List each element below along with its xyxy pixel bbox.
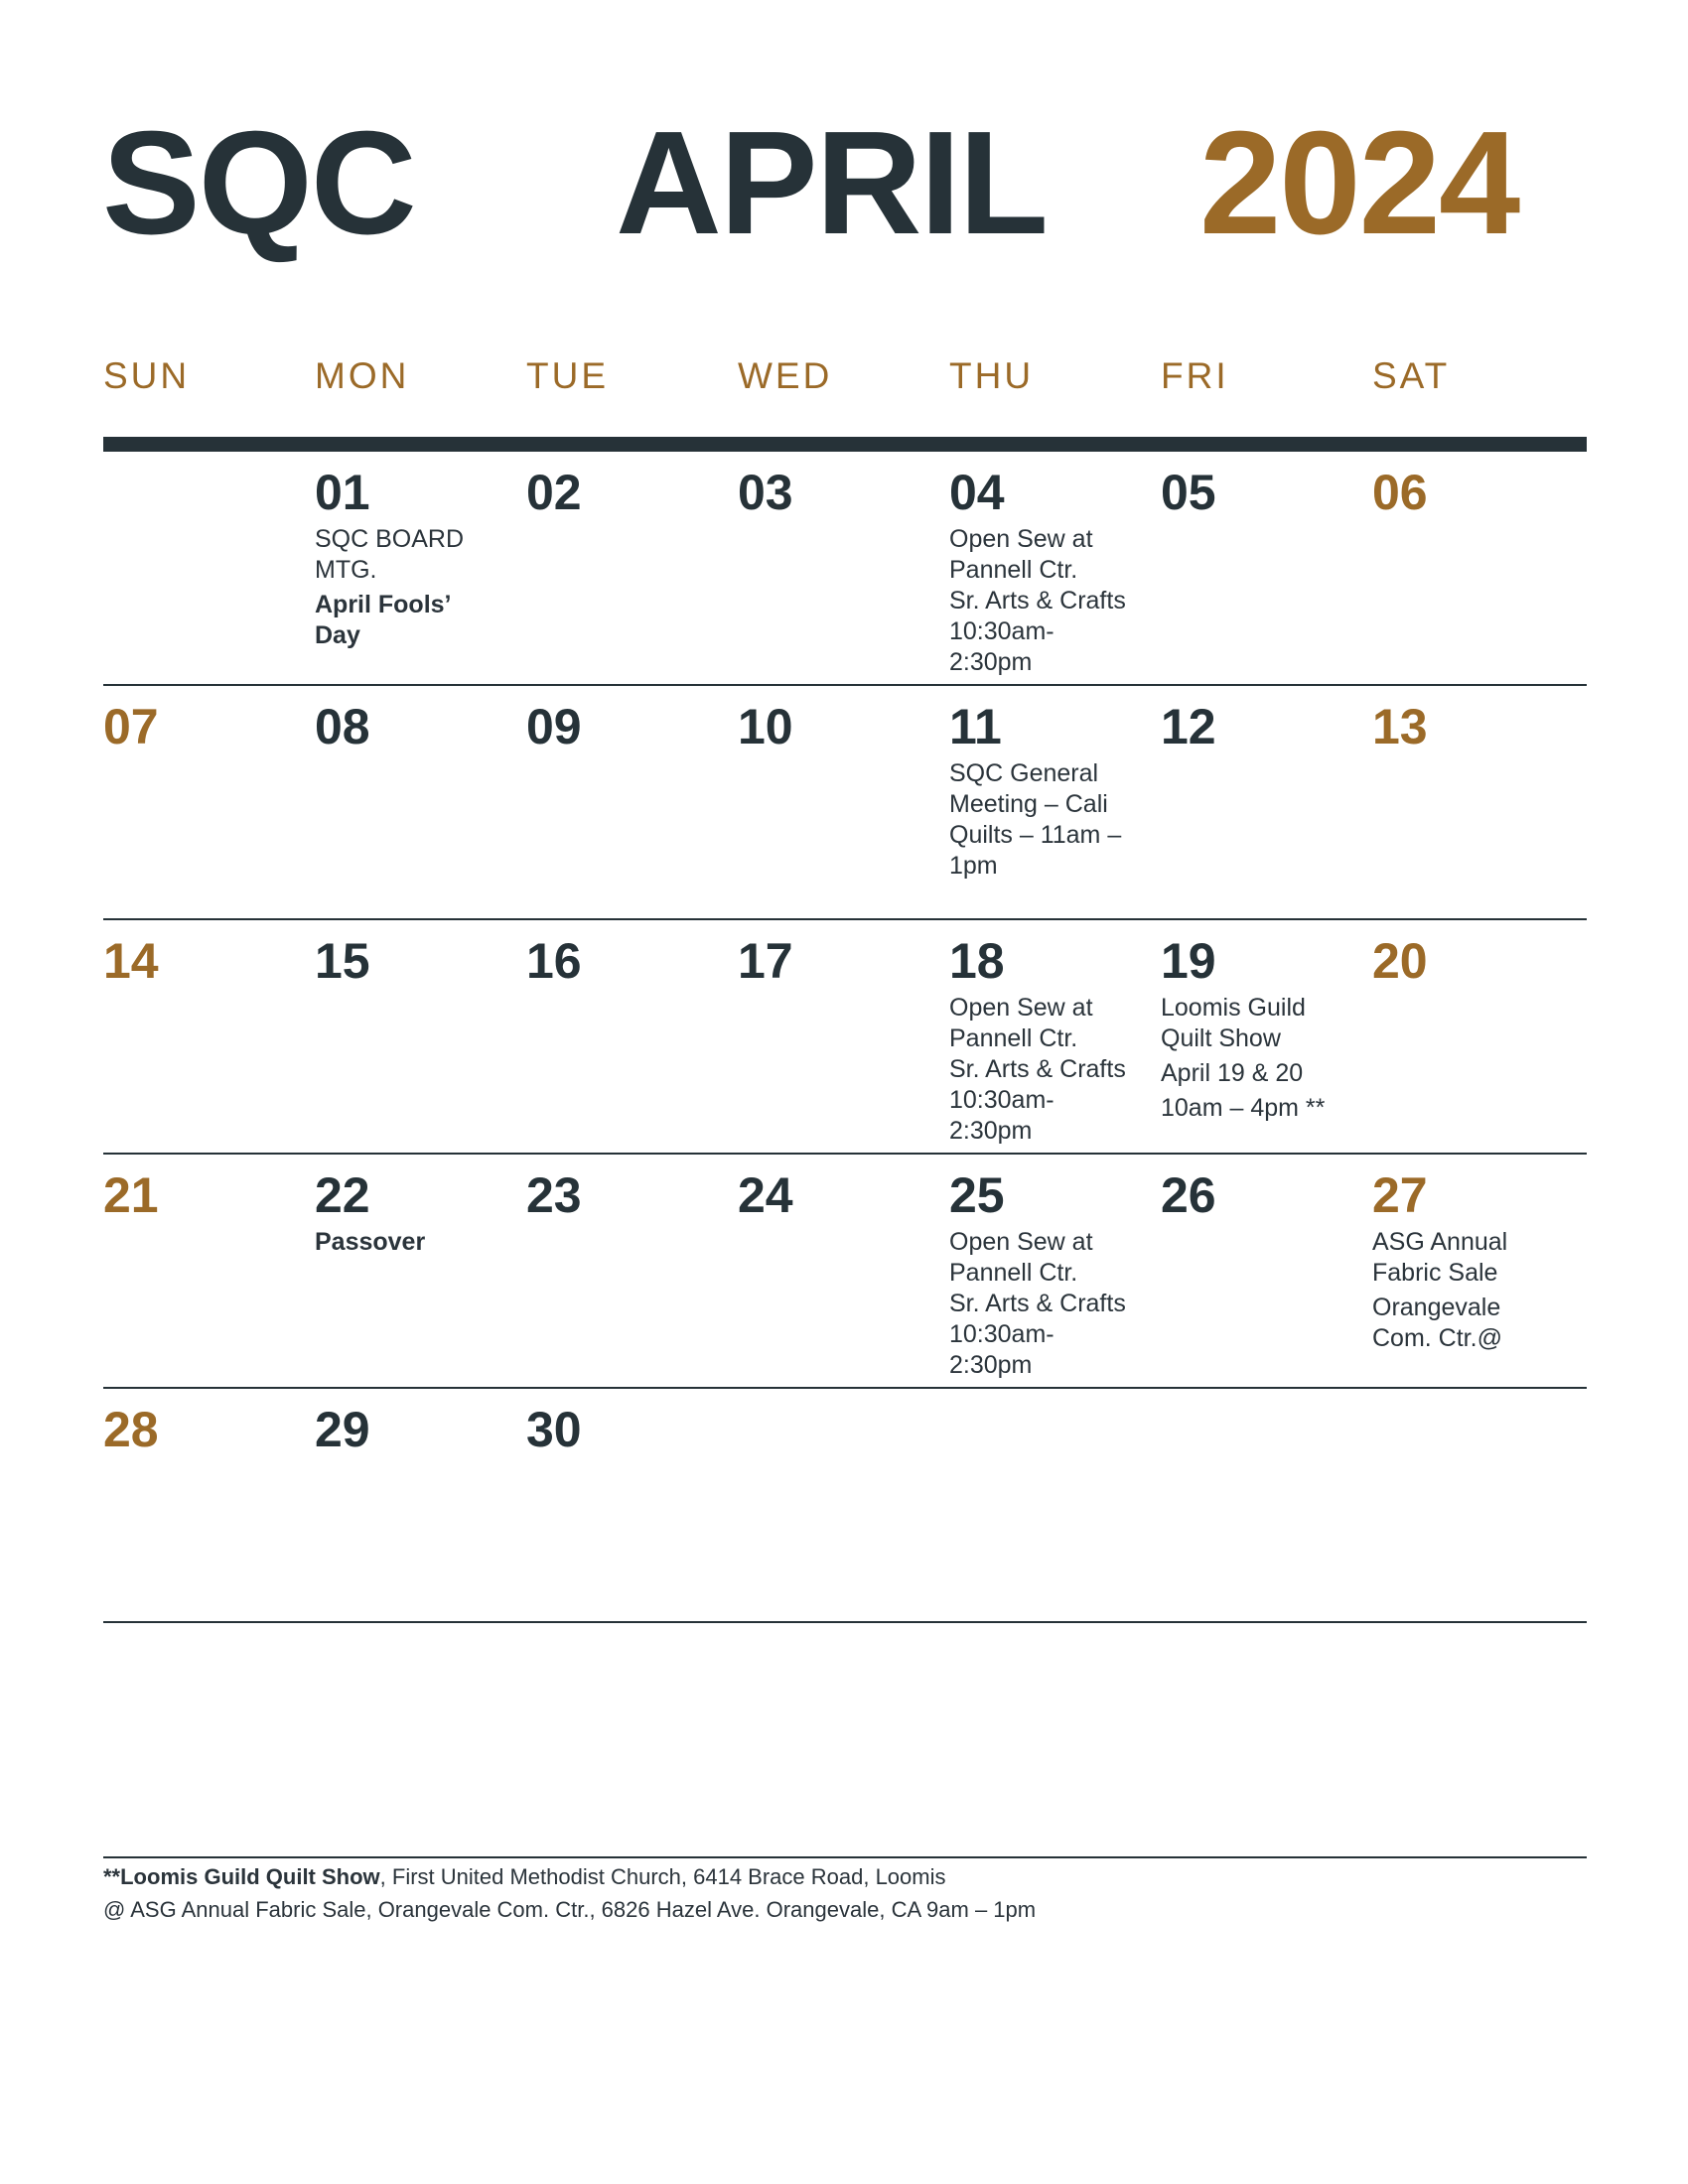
day-cell [738,1389,950,1619]
day-cell [949,1155,1162,1385]
footnote-asg: @ ASG Annual Fabric Sale, Orangevale Com. Ctr., 6826 Hazel Ave. Orangevale, CA 9am – 1pm [103,1897,1037,1922]
day-number: 24 [738,1167,793,1223]
day-cell [103,452,316,682]
day-number: 26 [1161,1167,1216,1223]
event-line: Pannell Ctr. [949,556,1078,584]
day-number: 14 [103,933,159,989]
day-cell [1161,686,1373,916]
day-cell [315,452,527,682]
event-text [949,1227,1162,1381]
weekday-thu: THU [949,355,1035,396]
week-row [103,1155,1587,1389]
month-title: APRIL [616,101,1047,265]
day-number: 10 [738,699,793,754]
event-line: 2:30pm [949,1117,1033,1145]
day-cell [315,920,527,1151]
day-number: 18 [949,933,1005,989]
year-title: 2024 [1199,101,1519,265]
day-number: 23 [526,1167,582,1223]
event-line: ASG Annual [1372,1228,1508,1256]
day-cell [315,1155,527,1385]
day-cell [1161,452,1373,682]
day-cell [1372,920,1585,1151]
day-number: 04 [949,465,1005,520]
day-number: 16 [526,933,582,989]
weekday-header-row [103,355,1587,405]
event-line: Open Sew at [949,525,1093,553]
weekday-sat: SAT [1372,355,1451,396]
weekday-fri: FRI [1161,355,1229,396]
event-line: 10:30am- [949,1086,1055,1114]
event-line: April Fools’ [315,591,452,618]
weekday-mon: MON [315,355,410,396]
event-line: 2:30pm [949,1351,1033,1379]
day-cell [526,1155,739,1385]
day-cell [949,920,1162,1151]
footnote-loomis [103,1863,946,1891]
day-cell [949,452,1162,682]
day-number: 25 [949,1167,1005,1223]
weekday-wed: WED [738,355,833,396]
day-cell [315,686,527,916]
event-line: 10:30am- [949,617,1055,645]
day-number: 22 [315,1167,370,1223]
event-line: Open Sew at [949,1228,1093,1256]
day-number: 02 [526,465,582,520]
day-cell [315,1389,527,1619]
day-number: 21 [103,1167,159,1223]
event-line: Sr. Arts & Crafts [949,1290,1126,1317]
day-number: 06 [1372,465,1428,520]
day-cell [103,1155,316,1385]
event-line: 2:30pm [949,648,1033,676]
event-line: Quilt Show [1161,1024,1281,1052]
event-line: SQC BOARD [315,525,465,553]
event-text [949,524,1162,678]
day-number: 13 [1372,699,1428,754]
day-cell [738,686,950,916]
day-cell [526,452,739,682]
event-line: Quilts – 11am – [949,821,1122,849]
day-cell [949,686,1162,916]
day-number: 03 [738,465,793,520]
weekday-sun: SUN [103,355,191,396]
event-line: 10am – 4pm ** [1161,1094,1326,1122]
day-number: 09 [526,699,582,754]
day-cell [738,1155,950,1385]
week-row [103,452,1587,686]
footer-divider [103,1856,1587,1858]
footnote-loomis-title: **Loomis Guild Quilt Show [103,1864,380,1889]
event-line: Meeting – Cali [949,790,1108,818]
day-cell [949,1389,1162,1619]
day-cell [526,686,739,916]
day-cell [103,920,316,1151]
day-cell [526,1389,739,1619]
day-number: 19 [1161,933,1216,989]
day-number: 08 [315,699,370,754]
day-cell [1161,920,1373,1151]
day-cell [1161,1389,1373,1619]
event-line: Pannell Ctr. [949,1024,1078,1052]
day-cell [103,686,316,916]
week-row [103,920,1587,1155]
event-line: Com. Ctr.@ [1372,1324,1502,1352]
day-cell [1372,686,1585,916]
calendar-header [0,101,1688,265]
week-row [103,1389,1587,1623]
day-number: 11 [949,699,1002,754]
event-text [315,524,527,651]
day-number: 28 [103,1402,159,1457]
event-line: Passover [315,1228,426,1256]
day-cell [103,1389,316,1619]
day-number: 27 [1372,1167,1428,1223]
day-cell [526,920,739,1151]
footnote-loomis-details: , First United Methodist Church, 6414 Brace Road, Loomis [379,1864,946,1889]
day-number: 17 [738,933,793,989]
event-text [315,1227,527,1258]
day-cell [1161,1155,1373,1385]
day-number: 07 [103,699,159,754]
event-text [1161,993,1373,1124]
event-line: MTG. [315,556,377,584]
event-line: Sr. Arts & Crafts [949,587,1126,614]
event-text [949,993,1162,1147]
event-line: Open Sew at [949,994,1093,1022]
event-line: Orangevale [1372,1294,1501,1321]
day-cell [1372,1389,1585,1619]
day-number: 01 [315,465,370,520]
event-line: Pannell Ctr. [949,1259,1078,1287]
day-number: 20 [1372,933,1428,989]
event-line: 10:30am- [949,1320,1055,1348]
event-line: Fabric Sale [1372,1259,1498,1287]
header-divider [103,437,1587,452]
day-number: 30 [526,1402,582,1457]
event-text [1372,1227,1585,1354]
day-number: 15 [315,933,370,989]
day-cell [738,452,950,682]
org-title: SQC [102,101,415,265]
event-line: SQC General [949,759,1099,787]
event-line: 1pm [949,852,998,880]
day-number: 29 [315,1402,370,1457]
weekday-tue: TUE [526,355,609,396]
day-cell [1372,452,1585,682]
day-number: 12 [1161,699,1216,754]
event-text [949,758,1162,882]
event-line: Sr. Arts & Crafts [949,1055,1126,1083]
week-row [103,686,1587,920]
day-number: 05 [1161,465,1216,520]
event-line: Day [315,621,360,649]
event-line: Loomis Guild [1161,994,1306,1022]
day-cell [1372,1155,1585,1385]
day-cell [738,920,950,1151]
event-line: April 19 & 20 [1161,1059,1304,1087]
